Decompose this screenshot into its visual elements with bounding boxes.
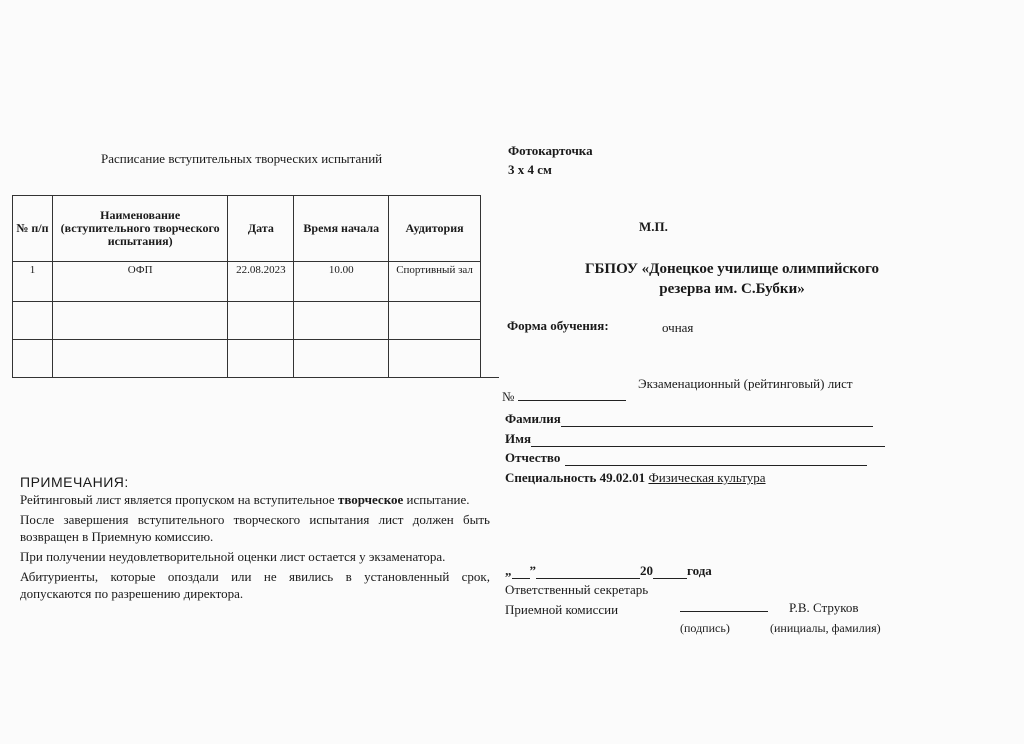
specialty-label: Специальность 49.02.01	[505, 470, 646, 485]
table-cell	[13, 340, 53, 378]
notes-heading: ПРИМЕЧАНИЯ:	[20, 474, 129, 490]
name-label: Имя	[505, 431, 531, 446]
exam-sheet-title: Экзаменационный (рейтинговый) лист	[638, 376, 853, 391]
org-line: резерва им. С.Бубки»	[659, 281, 805, 297]
surname-field	[505, 411, 873, 427]
number-line	[518, 389, 626, 401]
note-paragraph: После завершения вступительного творческого испытания лист должен быть возвращен в Приемную комиссию.	[20, 512, 490, 544]
notes-section	[20, 474, 490, 605]
specialty	[505, 470, 766, 486]
study-form-label: Форма обучения:	[507, 318, 609, 333]
col-header-number: № п/п	[13, 196, 53, 262]
signature-caption: (подпись)	[680, 621, 730, 635]
table-cell	[228, 302, 294, 340]
year-prefix: 20	[640, 563, 653, 578]
schedule-title: Расписание вступительных творческих испытаний	[101, 151, 383, 166]
year-line	[653, 566, 687, 579]
stamp-place: М.П.	[639, 219, 668, 234]
table-cell	[294, 302, 389, 340]
col-header-name: Наименование (вступительного творческого испытания)	[52, 196, 228, 262]
day-line	[512, 566, 530, 579]
name-field	[505, 431, 885, 447]
col-header-date: Дата	[228, 196, 294, 262]
note-paragraph	[20, 491, 490, 508]
table-row	[13, 340, 481, 378]
table-cell: 22.08.2023	[228, 262, 294, 302]
table-cell: ОФП	[52, 262, 228, 302]
table-cell	[228, 340, 294, 378]
patronymic-field	[505, 450, 867, 466]
table-cell	[389, 340, 481, 378]
table-row	[13, 302, 481, 340]
table-cell	[52, 302, 228, 340]
surname-label: Фамилия	[505, 411, 561, 426]
col-header-time: Время начала	[294, 196, 389, 262]
signature-line	[680, 611, 768, 612]
patronymic-label: Отчество	[505, 450, 561, 465]
secretary-line: Приемной комиссии	[505, 602, 619, 617]
initials-caption: (инициалы, фамилия)	[770, 621, 881, 635]
secretary-line: Ответственный секретарь	[505, 582, 649, 597]
note-text: Рейтинговый лист является пропуском на вступительное	[20, 492, 338, 507]
photo-label: Фотокарточка	[508, 143, 593, 158]
photo-placeholder	[508, 141, 593, 179]
date-quote: „	[505, 563, 512, 578]
year-suffix: года	[687, 563, 712, 578]
month-line	[536, 566, 640, 579]
date-quote: ”	[529, 563, 536, 578]
name-line	[531, 434, 885, 447]
table-border-extension	[480, 377, 499, 378]
note-paragraph: Абитуриенты, которые опоздали или не явились в установленный срок, допускаются по разрешению директора.	[20, 569, 490, 601]
schedule-table	[12, 195, 481, 378]
note-paragraph: При получении неудовлетворительной оценки лист остается у экзаменатора.	[20, 549, 446, 564]
organization-name	[520, 259, 944, 299]
table-row	[13, 262, 481, 302]
org-line: ГБПОУ «Донецкое училище олимпийского	[584, 261, 880, 277]
table-cell	[389, 302, 481, 340]
number-label: №	[502, 389, 515, 404]
table-header-row	[13, 196, 481, 262]
note-bold-text: творческое	[337, 492, 404, 507]
signer-name: Р.В. Струков	[789, 600, 859, 615]
photo-size: 3 х 4 см	[508, 162, 552, 177]
table-cell	[294, 340, 389, 378]
sheet-number	[502, 389, 626, 405]
patronymic-line	[565, 453, 867, 466]
table-cell: Спортивный зал	[389, 262, 481, 302]
table-cell: 1	[13, 262, 53, 302]
study-form-value: очная	[662, 320, 694, 335]
note-text: испытание.	[403, 492, 470, 507]
table-cell: 10.00	[294, 262, 389, 302]
col-header-room: Аудитория	[389, 196, 481, 262]
date-field	[505, 563, 712, 579]
table-cell	[13, 302, 53, 340]
table-cell	[52, 340, 228, 378]
secretary-title	[505, 580, 648, 620]
specialty-value: Физическая культура	[648, 470, 766, 485]
surname-line	[561, 414, 873, 427]
